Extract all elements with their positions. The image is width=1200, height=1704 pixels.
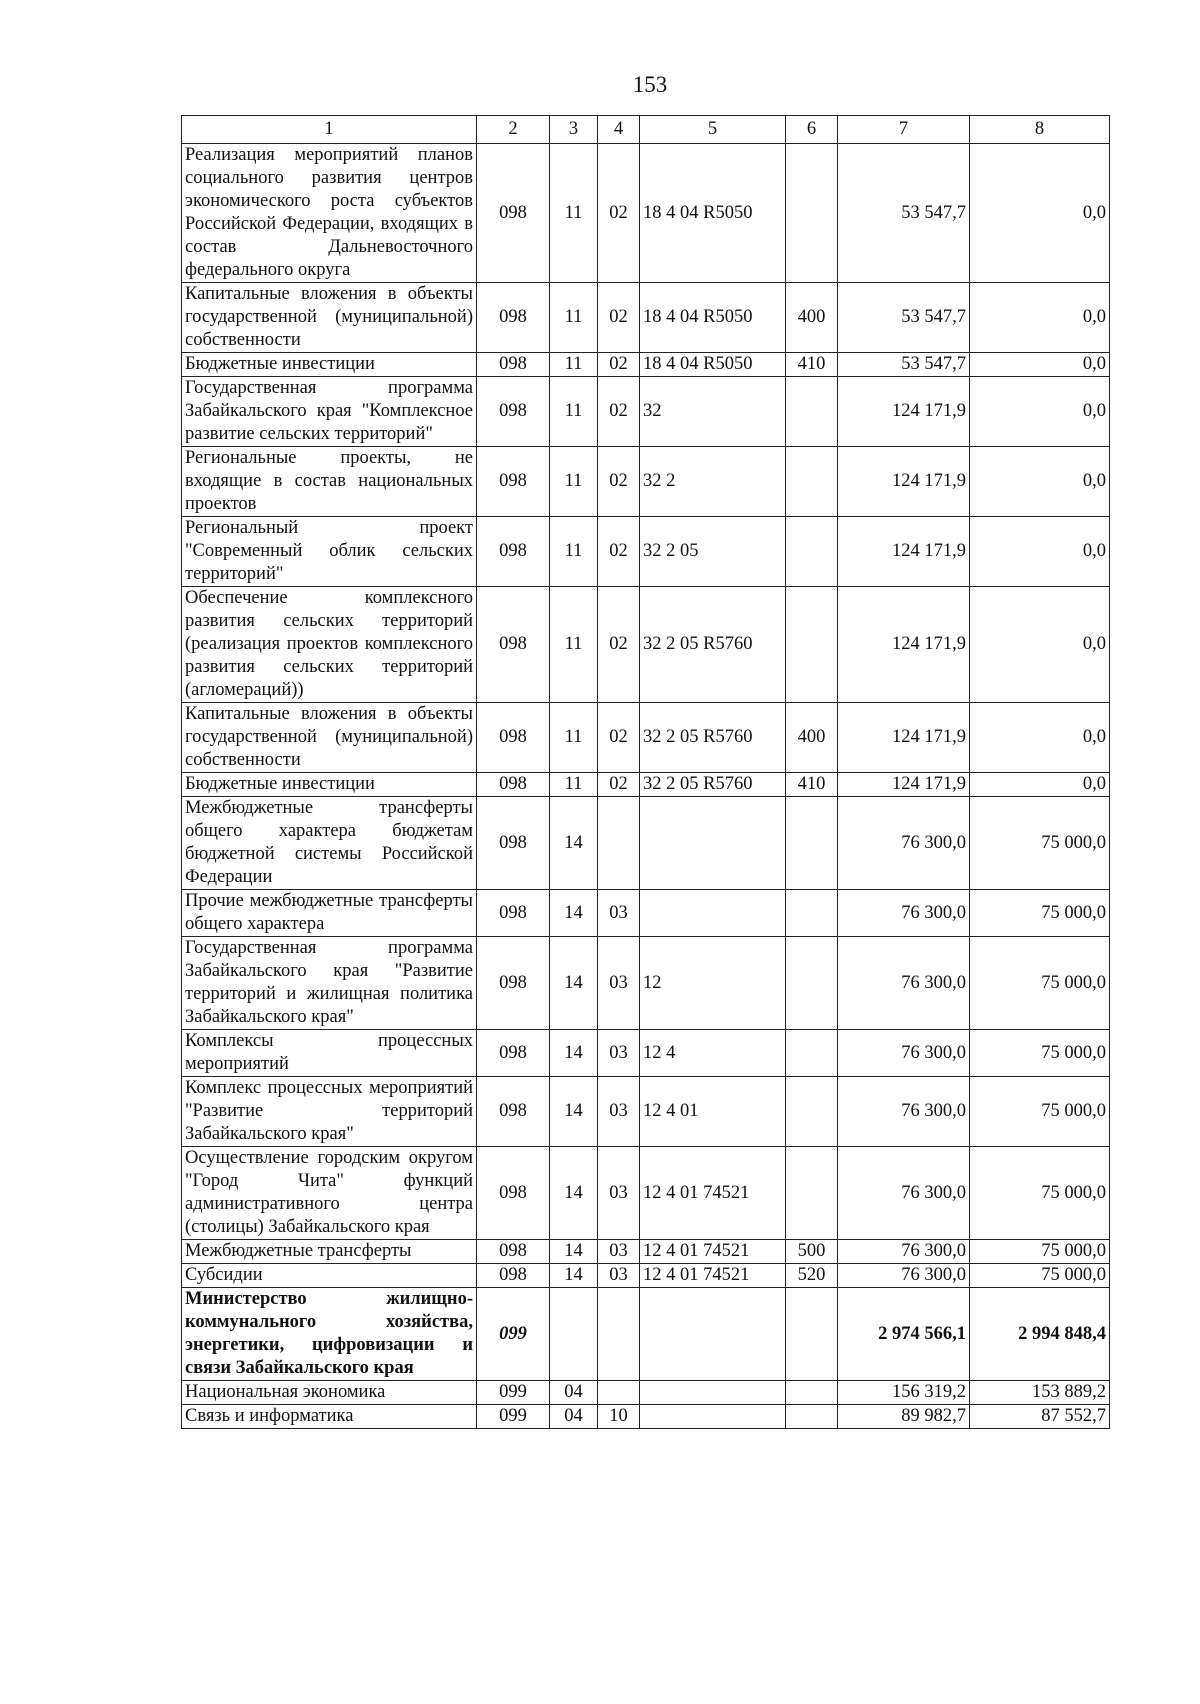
row-subsection-code-cell: 03	[598, 1030, 640, 1077]
row-target-article-cell: 12	[640, 937, 786, 1030]
table-row	[182, 890, 1110, 937]
row-subsection-code-cell: 02	[598, 283, 640, 353]
table-body	[182, 144, 1110, 1429]
row-amount-2-cell: 0,0	[970, 377, 1110, 447]
row-target-article-cell: 12 4 01	[640, 1077, 786, 1147]
row-target-article-cell: 32 2 05 R5760	[640, 703, 786, 773]
row-name-cell: Государственная программа Забайкальского края "Комплексное развитие сельских территорий"	[182, 377, 477, 447]
row-name-cell: Министерство жилищно-коммунального хозяйства, энергетики, цифровизации и связи Забайкальского края	[182, 1288, 477, 1381]
row-amount-1-cell: 124 171,9	[838, 587, 970, 703]
row-amount-2-cell: 0,0	[970, 353, 1110, 377]
row-amount-2-cell: 0,0	[970, 587, 1110, 703]
row-ministry-code-cell: 098	[477, 937, 550, 1030]
row-amount-1-cell: 89 982,7	[838, 1405, 970, 1429]
row-ministry-code-cell: 098	[477, 1030, 550, 1077]
row-target-article-cell: 18 4 04 R5050	[640, 353, 786, 377]
row-ministry-code-cell: 098	[477, 1264, 550, 1288]
row-target-article-cell: 12 4 01 74521	[640, 1264, 786, 1288]
row-amount-1-cell: 124 171,9	[838, 703, 970, 773]
row-subsection-code-cell: 03	[598, 1264, 640, 1288]
row-amount-1-cell: 76 300,0	[838, 1264, 970, 1288]
table-row	[182, 1030, 1110, 1077]
row-name-cell: Осуществление городским округом "Город Чита" функций административного центра (столицы) Забайкальского края	[182, 1147, 477, 1240]
row-section-code-cell: 11	[550, 353, 598, 377]
row-amount-2-cell: 0,0	[970, 144, 1110, 283]
row-amount-2-cell: 75 000,0	[970, 1147, 1110, 1240]
row-target-article-cell	[640, 797, 786, 890]
row-amount-1-cell: 76 300,0	[838, 797, 970, 890]
table-row	[182, 144, 1110, 283]
row-expense-type-cell	[786, 797, 838, 890]
row-section-code-cell: 14	[550, 1030, 598, 1077]
row-subsection-code-cell: 02	[598, 447, 640, 517]
row-name-cell: Прочие межбюджетные трансферты общего характера	[182, 890, 477, 937]
row-section-code-cell: 11	[550, 703, 598, 773]
row-target-article-cell	[640, 1405, 786, 1429]
row-ministry-code-cell: 098	[477, 703, 550, 773]
row-section-code-cell: 14	[550, 1147, 598, 1240]
row-target-article-cell: 32	[640, 377, 786, 447]
row-target-article-cell: 12 4	[640, 1030, 786, 1077]
row-name-cell: Межбюджетные трансферты	[182, 1240, 477, 1264]
row-amount-2-cell: 75 000,0	[970, 797, 1110, 890]
table-row	[182, 587, 1110, 703]
row-name-cell: Национальная экономика	[182, 1381, 477, 1405]
row-amount-1-cell: 124 171,9	[838, 377, 970, 447]
row-amount-2-cell: 0,0	[970, 447, 1110, 517]
table-row	[182, 703, 1110, 773]
row-subsection-code-cell	[598, 797, 640, 890]
header-cell: 4	[598, 116, 640, 144]
row-expense-type-cell	[786, 1405, 838, 1429]
row-subsection-code-cell: 02	[598, 144, 640, 283]
row-section-code-cell: 11	[550, 587, 598, 703]
row-subsection-code-cell: 02	[598, 353, 640, 377]
row-amount-1-cell: 76 300,0	[838, 1077, 970, 1147]
table-row	[182, 353, 1110, 377]
table-row	[182, 797, 1110, 890]
row-section-code-cell: 11	[550, 283, 598, 353]
row-expense-type-cell: 410	[786, 773, 838, 797]
row-target-article-cell: 32 2 05 R5760	[640, 773, 786, 797]
row-amount-1-cell: 76 300,0	[838, 937, 970, 1030]
row-name-cell: Капитальные вложения в объекты государственной (муниципальной) собственности	[182, 703, 477, 773]
row-name-cell: Государственная программа Забайкальского края "Развитие территорий и жилищная политика Забайкальского края"	[182, 937, 477, 1030]
row-ministry-code-cell: 098	[477, 1077, 550, 1147]
row-subsection-code-cell: 03	[598, 890, 640, 937]
row-name-cell: Обеспечение комплексного развития сельских территорий (реализация проектов комплексного развития сельских территорий (агломераций))	[182, 587, 477, 703]
row-target-article-cell: 18 4 04 R5050	[640, 283, 786, 353]
row-amount-2-cell: 75 000,0	[970, 1240, 1110, 1264]
row-target-article-cell	[640, 1381, 786, 1405]
row-expense-type-cell	[786, 890, 838, 937]
table-row	[182, 1264, 1110, 1288]
row-expense-type-cell: 410	[786, 353, 838, 377]
row-target-article-cell: 18 4 04 R5050	[640, 144, 786, 283]
row-ministry-code-cell: 098	[477, 447, 550, 517]
row-target-article-cell: 12 4 01 74521	[640, 1147, 786, 1240]
row-target-article-cell: 12 4 01 74521	[640, 1240, 786, 1264]
table-row	[182, 1405, 1110, 1429]
row-subsection-code-cell: 03	[598, 1147, 640, 1240]
row-expense-type-cell	[786, 144, 838, 283]
table-row	[182, 1288, 1110, 1381]
table-row	[182, 937, 1110, 1030]
page-number: 153	[632, 72, 668, 97]
row-subsection-code-cell: 03	[598, 937, 640, 1030]
row-section-code-cell: 11	[550, 773, 598, 797]
row-expense-type-cell	[786, 377, 838, 447]
row-expense-type-cell	[786, 587, 838, 703]
row-amount-1-cell: 156 319,2	[838, 1381, 970, 1405]
table-row	[182, 283, 1110, 353]
header-cell: 5	[640, 116, 786, 144]
row-ministry-code-cell: 098	[477, 353, 550, 377]
row-ministry-code-cell: 098	[477, 144, 550, 283]
row-expense-type-cell	[786, 1147, 838, 1240]
row-amount-2-cell: 0,0	[970, 283, 1110, 353]
row-ministry-code-cell: 098	[477, 283, 550, 353]
row-name-cell: Межбюджетные трансферты общего характера бюджетам бюджетной системы Российской Федерации	[182, 797, 477, 890]
row-amount-2-cell: 75 000,0	[970, 1030, 1110, 1077]
row-amount-1-cell: 53 547,7	[838, 283, 970, 353]
header-cell: 2	[477, 116, 550, 144]
row-name-cell: Реализация мероприятий планов социального развития центров экономического роста субъектов Российской Федерации, входящих в состав Дальневосточного федерального округа	[182, 144, 477, 283]
row-target-article-cell: 32 2 05	[640, 517, 786, 587]
row-target-article-cell: 32 2 05 R5760	[640, 587, 786, 703]
row-amount-1-cell: 76 300,0	[838, 1240, 970, 1264]
row-ministry-code-cell: 098	[477, 890, 550, 937]
row-expense-type-cell	[786, 1077, 838, 1147]
row-ministry-code-cell: 098	[477, 1147, 550, 1240]
row-amount-1-cell: 76 300,0	[838, 1147, 970, 1240]
row-ministry-code-cell: 098	[477, 773, 550, 797]
row-section-code-cell: 04	[550, 1381, 598, 1405]
row-name-cell: Капитальные вложения в объекты государственной (муниципальной) собственности	[182, 283, 477, 353]
row-subsection-code-cell: 02	[598, 377, 640, 447]
row-ministry-code-cell: 098	[477, 797, 550, 890]
row-target-article-cell: 32 2	[640, 447, 786, 517]
row-amount-2-cell: 75 000,0	[970, 1264, 1110, 1288]
row-amount-2-cell: 75 000,0	[970, 1077, 1110, 1147]
header-cell: 1	[182, 116, 477, 144]
row-name-cell: Субсидии	[182, 1264, 477, 1288]
row-amount-2-cell: 2 994 848,4	[970, 1288, 1110, 1381]
row-amount-1-cell: 76 300,0	[838, 890, 970, 937]
row-ministry-code-cell: 098	[477, 587, 550, 703]
row-amount-1-cell: 2 974 566,1	[838, 1288, 970, 1381]
row-name-cell: Комплекс процессных мероприятий "Развитие территорий Забайкальского края"	[182, 1077, 477, 1147]
row-subsection-code-cell: 03	[598, 1077, 640, 1147]
row-amount-2-cell: 153 889,2	[970, 1381, 1110, 1405]
row-amount-1-cell: 124 171,9	[838, 447, 970, 517]
row-section-code-cell: 11	[550, 447, 598, 517]
row-subsection-code-cell: 02	[598, 703, 640, 773]
row-section-code-cell: 04	[550, 1405, 598, 1429]
row-target-article-cell	[640, 1288, 786, 1381]
row-section-code-cell: 14	[550, 1264, 598, 1288]
row-ministry-code-cell: 098	[477, 1240, 550, 1264]
row-expense-type-cell	[786, 1381, 838, 1405]
table-row	[182, 1077, 1110, 1147]
row-name-cell: Бюджетные инвестиции	[182, 773, 477, 797]
row-section-code-cell: 11	[550, 377, 598, 447]
row-amount-2-cell: 0,0	[970, 703, 1110, 773]
row-section-code-cell: 14	[550, 1240, 598, 1264]
row-ministry-code-cell: 099	[477, 1405, 550, 1429]
row-amount-1-cell: 124 171,9	[838, 517, 970, 587]
row-subsection-code-cell: 03	[598, 1240, 640, 1264]
table-row	[182, 447, 1110, 517]
row-subsection-code-cell: 02	[598, 517, 640, 587]
row-expense-type-cell: 400	[786, 283, 838, 353]
table-row	[182, 377, 1110, 447]
row-expense-type-cell	[786, 1288, 838, 1381]
row-ministry-code-cell: 099	[477, 1381, 550, 1405]
row-expense-type-cell	[786, 937, 838, 1030]
row-expense-type-cell: 400	[786, 703, 838, 773]
row-subsection-code-cell: 10	[598, 1405, 640, 1429]
row-name-cell: Региональный проект "Современный облик сельских территорий"	[182, 517, 477, 587]
row-section-code-cell: 14	[550, 890, 598, 937]
row-section-code-cell: 14	[550, 937, 598, 1030]
row-name-cell: Бюджетные инвестиции	[182, 353, 477, 377]
row-subsection-code-cell: 02	[598, 773, 640, 797]
row-target-article-cell	[640, 890, 786, 937]
row-name-cell: Региональные проекты, не входящие в состав национальных проектов	[182, 447, 477, 517]
header-cell: 6	[786, 116, 838, 144]
row-amount-2-cell: 0,0	[970, 517, 1110, 587]
header-row	[182, 116, 1110, 144]
row-ministry-code-cell: 099	[477, 1288, 550, 1381]
row-amount-2-cell: 0,0	[970, 773, 1110, 797]
table-row	[182, 517, 1110, 587]
row-subsection-code-cell	[598, 1288, 640, 1381]
header-cell: 3	[550, 116, 598, 144]
row-amount-2-cell: 87 552,7	[970, 1405, 1110, 1429]
row-amount-2-cell: 75 000,0	[970, 937, 1110, 1030]
row-ministry-code-cell: 098	[477, 517, 550, 587]
row-subsection-code-cell: 02	[598, 587, 640, 703]
row-subsection-code-cell	[598, 1381, 640, 1405]
row-section-code-cell: 14	[550, 1077, 598, 1147]
row-expense-type-cell	[786, 447, 838, 517]
row-section-code-cell: 14	[550, 797, 598, 890]
row-amount-1-cell: 76 300,0	[838, 1030, 970, 1077]
row-name-cell: Комплексы процессных мероприятий	[182, 1030, 477, 1077]
table-row	[182, 773, 1110, 797]
row-amount-1-cell: 53 547,7	[838, 144, 970, 283]
row-amount-2-cell: 75 000,0	[970, 890, 1110, 937]
row-amount-1-cell: 53 547,7	[838, 353, 970, 377]
row-name-cell: Связь и информатика	[182, 1405, 477, 1429]
budget-table	[181, 115, 1110, 1429]
row-section-code-cell: 11	[550, 517, 598, 587]
row-section-code-cell: 11	[550, 144, 598, 283]
row-expense-type-cell	[786, 1030, 838, 1077]
row-ministry-code-cell: 098	[477, 377, 550, 447]
table-row	[182, 1381, 1110, 1405]
row-section-code-cell	[550, 1288, 598, 1381]
table-row	[182, 1240, 1110, 1264]
header-cell: 7	[838, 116, 970, 144]
row-amount-1-cell: 124 171,9	[838, 773, 970, 797]
row-expense-type-cell	[786, 517, 838, 587]
header-cell: 8	[970, 116, 1110, 144]
row-expense-type-cell: 500	[786, 1240, 838, 1264]
table-row	[182, 1147, 1110, 1240]
row-expense-type-cell: 520	[786, 1264, 838, 1288]
